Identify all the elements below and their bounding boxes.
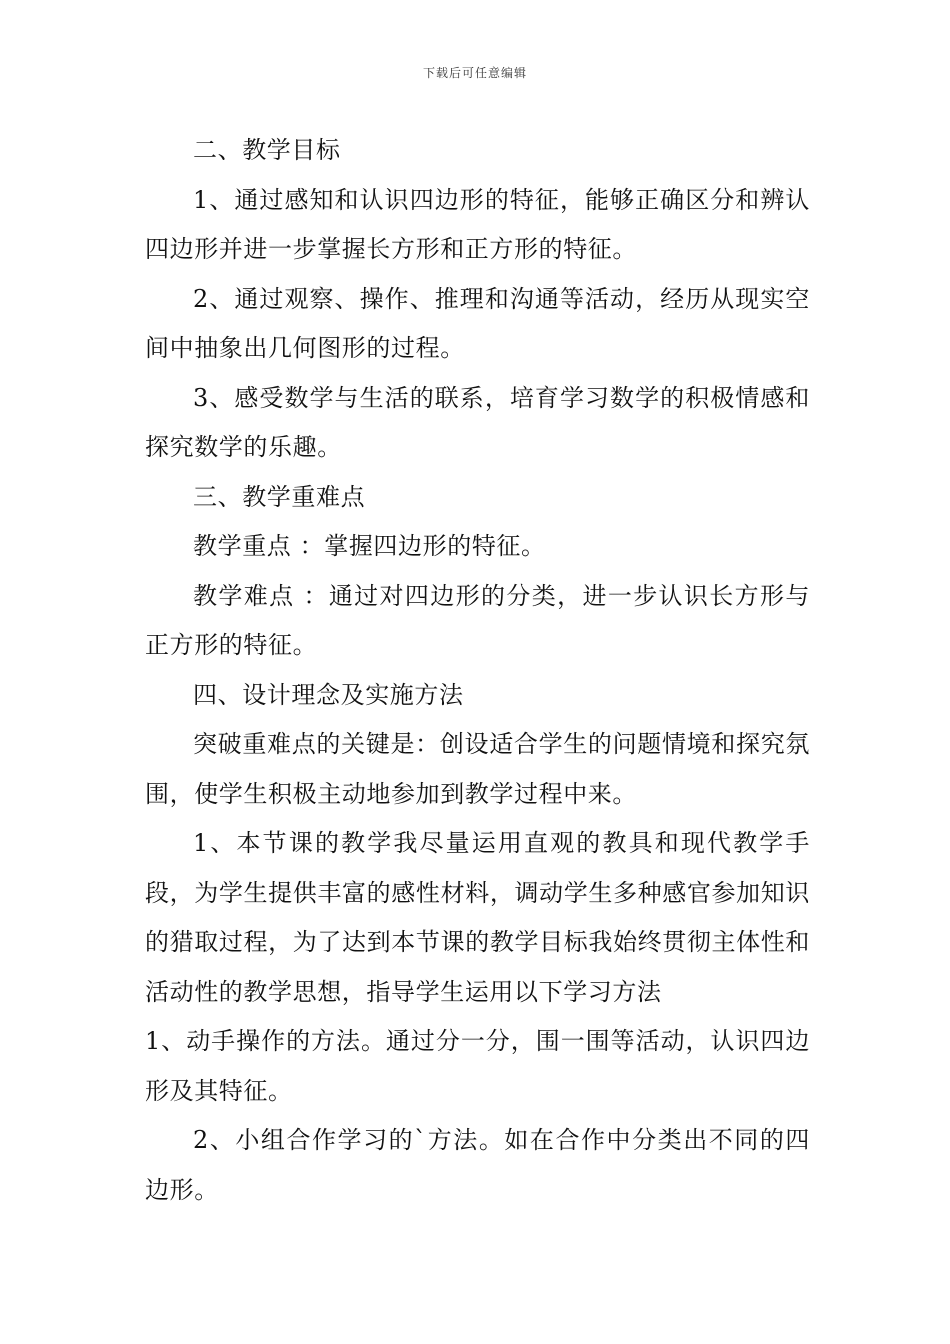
design-intro-paragraph: 突破重难点的关键是：创设适合学生的问题情境和探究氛围，使学生积极主动地参加到教学过程中来。 — [145, 730, 810, 808]
key-point-paragraph: 教学重点 ：掌握四边形的特征。 — [193, 532, 546, 560]
goal-paragraph-2: 2、通过观察、操作、推理和沟通等活动，经历从现实空间中抽象出几何图形的过程。 — [145, 284, 810, 362]
document-body — [145, 126, 810, 1215]
section-heading-goals: 二、教学目标 — [193, 136, 341, 164]
method-paragraph-1: 1、本节课的教学我尽量运用直观的教具和现代教学手段，为学生提供丰富的感性材料，调动学生多种感官参加知识的猎取过程，为了达到本节课的教学目标我始终贯彻主体性和活动性的教学思想，指导学生运用以下学习方法 — [145, 829, 810, 1006]
page-header-note: 下载后可任意编辑 — [422, 66, 527, 80]
difficult-point-paragraph: 教学难点 ：通过对四边形的分类，进一步认识长方形与正方形的特征。 — [145, 581, 810, 659]
section-heading-key-points: 三、教学重难点 — [193, 482, 366, 511]
goal-paragraph-1: 1、通过感知和认识四边形的特征，能够正确区分和辨认四边形并进一步掌握长方形和正方形的特征。 — [145, 185, 810, 263]
section-heading-design: 四、设计理念及实施方法 — [193, 680, 464, 709]
method-group-paragraph: 2、小组合作学习的`方法。如在合作中分类出不同的四边形。 — [145, 1126, 810, 1204]
goal-paragraph-3: 3、感受数学与生活的联系，培育学习数学的积极情感和探究数学的乐趣。 — [145, 383, 810, 461]
method-hands-on-paragraph: 1、动手操作的方法。通过分一分，围一围等活动，认识四边形及其特征。 — [145, 1027, 810, 1105]
